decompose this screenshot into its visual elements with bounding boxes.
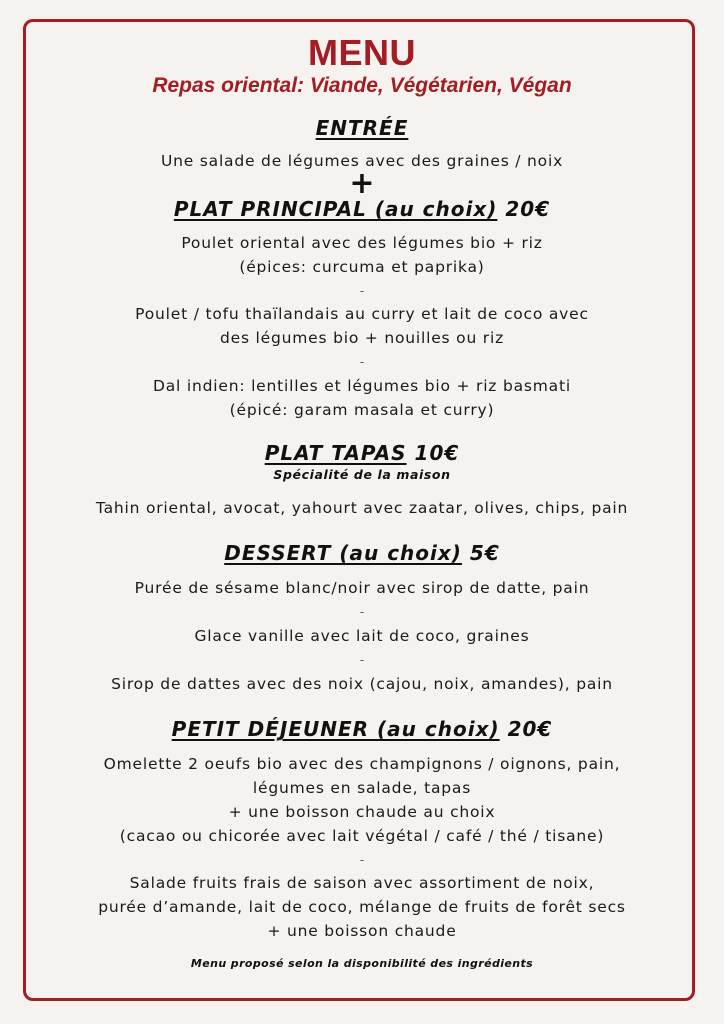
petit-dejeuner-line-5: Salade fruits frais de saison avec assortiment de noix,: [129, 874, 595, 892]
petit-dejeuner-heading-label: PETIT DÉJEUNER (au choix): [171, 717, 500, 741]
entree-heading: [23, 115, 701, 141]
plat-tapas-heading: [23, 440, 701, 466]
menu-footer-note: Menu proposé selon la disponibilité des ingrédients: [190, 957, 534, 970]
petit-dejeuner-line-1: Omelette 2 oeufs bio avec des champignons / oignons, pain,: [103, 755, 621, 773]
plus-symbol: +: [349, 166, 375, 201]
petit-dejeuner-line-7: + une boisson chaude: [267, 922, 457, 940]
plat-tapas-price: 10€: [414, 441, 460, 465]
dessert-price: 5€: [469, 541, 500, 565]
plat-principal-line-4: des légumes bio + nouilles ou riz: [219, 329, 505, 347]
dessert-heading: [23, 540, 701, 566]
plat-principal-line-6: (épicé: garam masala et curry): [229, 401, 495, 419]
plat-principal-line-1: Poulet oriental avec des légumes bio + riz: [181, 234, 543, 252]
dessert-line-1: Purée de sésame blanc/noir avec sirop de datte, pain: [134, 579, 590, 597]
separator: -: [359, 355, 365, 369]
dessert-heading-label: DESSERT (au choix): [224, 541, 462, 565]
entree-heading-label: ENTRÉE: [315, 116, 409, 140]
plat-principal-line-2: (épices: curcuma et paprika): [239, 258, 485, 276]
dessert-line-3: Sirop de dattes avec des noix (cajou, noix, amandes), pain: [111, 675, 613, 693]
menu-title: MENU: [308, 32, 416, 73]
plat-principal-line-5: Dal indien: lentilles et légumes bio + riz basmati: [153, 377, 571, 395]
entree-line: Une salade de légumes avec des graines / noix: [160, 152, 564, 170]
separator: -: [359, 284, 365, 298]
plat-principal-heading: [23, 196, 701, 222]
petit-dejeuner-line-4: (cacao ou chicorée avec lait végétal / café / thé / tisane): [119, 827, 605, 845]
separator: -: [359, 605, 365, 619]
menu-subtitle: Repas oriental: Viande, Végétarien, Végan: [152, 74, 572, 97]
plat-principal-heading-label: PLAT PRINCIPAL (au choix): [173, 197, 498, 221]
petit-dejeuner-line-6: purée d’amande, lait de coco, mélange de fruits de forêt secs: [98, 898, 626, 916]
petit-dejeuner-heading: [23, 716, 701, 742]
plat-tapas-subtitle: Spécialité de la maison: [273, 467, 451, 482]
plat-tapas-line: Tahin oriental, avocat, yahourt avec zaatar, olives, chips, pain: [95, 499, 629, 517]
plat-principal-line-3: Poulet / tofu thaïlandais au curry et lait de coco avec: [135, 305, 589, 323]
separator: -: [359, 853, 365, 867]
dessert-line-2: Glace vanille avec lait de coco, graines: [194, 627, 530, 645]
plat-principal-price: 20€: [505, 197, 551, 221]
petit-dejeuner-line-3: + une boisson chaude au choix: [228, 803, 496, 821]
plat-tapas-heading-label: PLAT TAPAS: [264, 441, 407, 465]
separator: -: [359, 653, 365, 667]
petit-dejeuner-price: 20€: [507, 717, 553, 741]
petit-dejeuner-line-2: légumes en salade, tapas: [252, 779, 472, 797]
